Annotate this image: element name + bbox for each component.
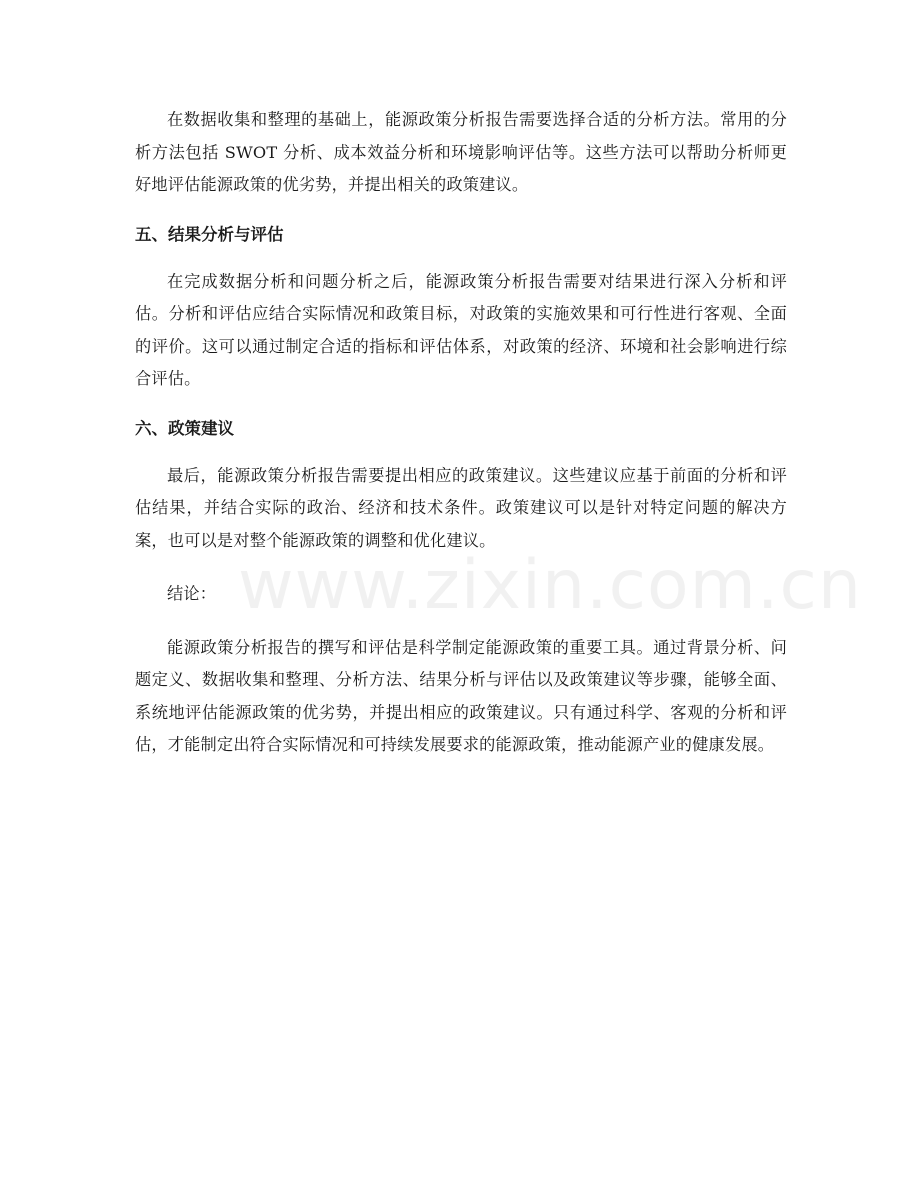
paragraph-results-evaluation: 在完成数据分析和问题分析之后，能源政策分析报告需要对结果进行深入分析和评估。分析和评估应结合实际情况和政策目标，对政策的实施效果和可行性进行客观、全面的评价。这可以通过制定合适的指标和评估体系，对政策的经济、环境和社会影响进行综合评估。 (135, 271, 787, 388)
heading-results-evaluation: 五、结果分析与评估 (135, 224, 284, 244)
watermark: www.zixin.com.cn (238, 546, 862, 625)
paragraph-policy-recommendations: 最后，能源政策分析报告需要提出相应的政策建议。这些建议应基于前面的分析和评估结果，并结合实际的政治、经济和技术条件。政策建议可以是针对特定问题的解决方案，也可以是对整个能源政策的调整和优化建议。 (135, 465, 787, 550)
document-body (135, 104, 787, 762)
paragraph-conclusion-label: 结论： (167, 584, 217, 603)
heading-policy-recommendations: 六、政策建议 (135, 418, 234, 438)
paragraph-analysis-methods: 在数据收集和整理的基础上，能源政策分析报告需要选择合适的分析方法。常用的分析方法包括 SWOT 分析、成本效益分析和环境影响评估等。这些方法可以帮助分析师更好地评估能源政策的优劣势，并提出相关的政策建议。 (135, 110, 787, 194)
paragraph-conclusion: 能源政策分析报告的撰写和评估是科学制定能源政策的重要工具。通过背景分析、问题定义、数据收集和整理、分析方法、结果分析与评估以及政策建议等步骤，能够全面、系统地评估能源政策的优劣势，并提出相应的政策建议。只有通过科学、客观的分析和评估，才能制定出符合实际情况和可持续发展要求的能源政策，推动能源产业的健康发展。 (135, 637, 787, 754)
